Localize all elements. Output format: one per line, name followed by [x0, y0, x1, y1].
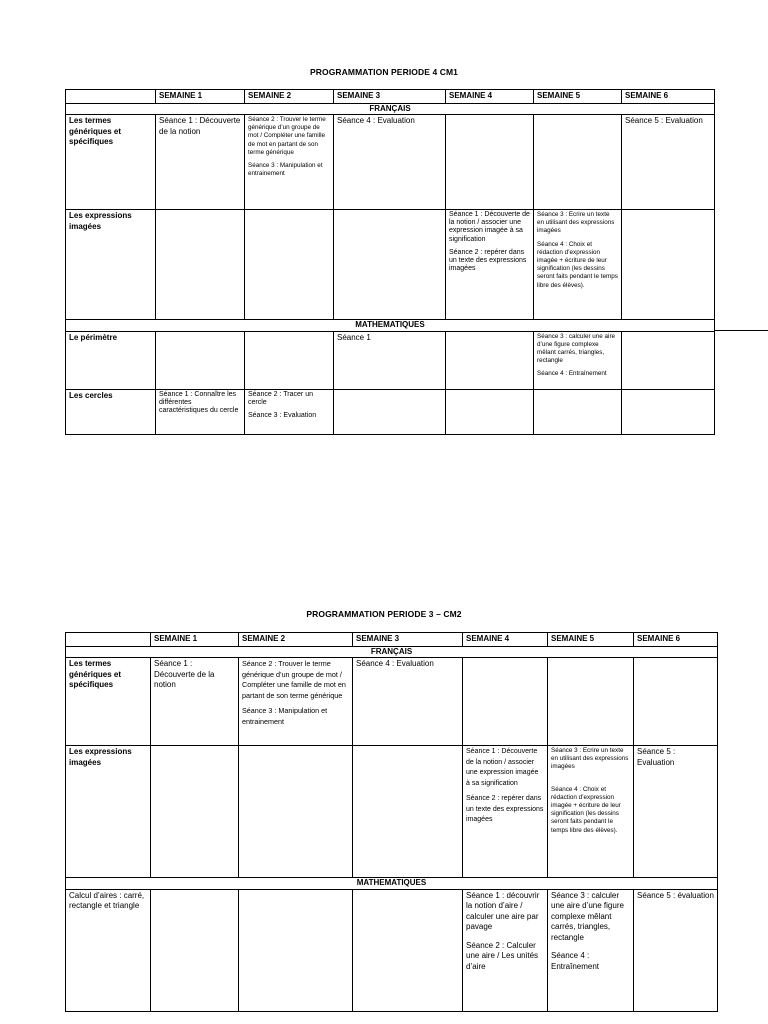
- doc1-header-week2: SEMAINE 2: [245, 90, 334, 104]
- doc1-row-cercles-w1: Séance 1 : Connaître les différentes caractéristiques du cercle: [156, 389, 245, 434]
- doc1-row-perimetre-head: Le périmètre: [66, 331, 156, 389]
- doc1-row-cercles-w3: [334, 389, 446, 434]
- doc2-row-expressions-w2: [239, 746, 353, 878]
- doc1-row-cercles-w4: [446, 389, 534, 434]
- doc2-row-termes-w3: Séance 4 : Evaluation: [353, 658, 463, 746]
- doc1-row-cercles-w5: [534, 389, 622, 434]
- doc1-row-expressions-w2: [245, 210, 334, 320]
- doc2-row-termes: [66, 658, 718, 746]
- doc2-row-aires-w5-seance3: Séance 3 : calculer une aire d’une figure complexe mêlant carrés, triangles, rectangle: [551, 890, 624, 942]
- doc1-row-expressions-w5: [534, 210, 622, 320]
- doc1-row-termes-w2-seance3: Séance 3 : Manipulation et entrainement: [248, 162, 323, 178]
- doc2-row-aires-w1: [151, 889, 239, 1011]
- doc1-row-termes: [66, 115, 715, 210]
- doc2-row-aires-w2: [239, 889, 353, 1011]
- doc1-row-expressions-head: Les expressions imagées: [66, 210, 156, 320]
- doc2-row-aires: [66, 889, 718, 1011]
- doc1-header-row: [66, 90, 715, 104]
- doc1-row-expressions-w5-seance3: Séance 3 : Ecrire un texte en utilisant des expressions imagées: [537, 211, 615, 235]
- doc2-section-math: MATHEMATIQUES: [66, 878, 718, 890]
- doc2-header-week3: SEMAINE 3: [353, 633, 463, 647]
- doc1-row-termes-w4: [446, 115, 534, 210]
- doc1-row-termes-w5: [534, 115, 622, 210]
- doc2-row-expressions-w5-seance3: Séance 3 : Ecrire un texte en utilisant des expressions imagées: [551, 747, 629, 771]
- doc1-row-expressions-w1: [156, 210, 245, 320]
- doc1-header-week5: SEMAINE 5: [534, 90, 622, 104]
- doc1-row-expressions-w6: [622, 210, 715, 320]
- doc1-header-week1: SEMAINE 1: [156, 90, 245, 104]
- doc2-row-expressions: [66, 746, 718, 878]
- doc1-row-perimetre-w3: Séance 1: [334, 331, 446, 389]
- doc1-row-expressions-w4: [446, 210, 534, 320]
- doc2-row-aires-w4-seance2: Séance 2 : Calculer une aire / Les unités d’aire: [466, 940, 539, 971]
- doc1-row-perimetre-w5: [534, 331, 622, 389]
- doc1-row-cercles-w6: [622, 389, 715, 434]
- doc2-row-termes-w1: Séance 1 : Découverte de la notion: [151, 658, 239, 746]
- doc1-header-week6: SEMAINE 6: [622, 90, 715, 104]
- doc1-row-termes-head: Les termes génériques et spécifiques: [66, 115, 156, 210]
- doc1-title: PROGRAMMATION PERIODE 4 CM1: [310, 67, 458, 77]
- doc1-row-termes-w1: Séance 1 : Découverte de la notion: [156, 115, 245, 210]
- doc1-section-francais: FRANÇAIS: [66, 103, 715, 115]
- doc1-section-math: MATHEMATIQUES: [66, 320, 715, 332]
- doc2-row-expressions-w5-seance4: Séance 4 : Choix et rédaction d’expression imagée + écriture de leur signification (les dessins seront faits pendant le temps libre des élèves).: [551, 785, 621, 834]
- doc1-row-expressions: [66, 210, 715, 320]
- doc2-row-aires-w4-seance1: Séance 1 : découvrir la notion d’aire / calculer une aire par pavage: [466, 890, 540, 931]
- doc1-row-perimetre-w2: [245, 331, 334, 389]
- doc2-row-expressions-w4: [463, 746, 548, 878]
- doc2-section-francais: FRANÇAIS: [66, 646, 718, 658]
- doc2-header-week4: SEMAINE 4: [463, 633, 548, 647]
- doc1-row-perimetre-w6: [622, 331, 715, 389]
- doc1-row-cercles: [66, 389, 715, 434]
- doc2-row-expressions-w6: Séance 5 : Evaluation: [634, 746, 718, 878]
- doc1-row-termes-w3: Séance 4 : Evaluation: [334, 115, 446, 210]
- doc1-row-cercles-head: Les cercles: [66, 389, 156, 434]
- doc2-row-termes-w6: [634, 658, 718, 746]
- doc2-title: PROGRAMMATION PERIODE 3 – CM2: [306, 609, 462, 619]
- doc2-row-termes-w5: [548, 658, 634, 746]
- doc2-row-expressions-w5: [548, 746, 634, 878]
- doc1-row-cercles-w2: [245, 389, 334, 434]
- doc2-row-termes-w2-seance3: Séance 3 : Manipulation et entrainement: [242, 706, 328, 726]
- doc2-header-week6: SEMAINE 6: [634, 633, 718, 647]
- doc2-header-week5: SEMAINE 5: [548, 633, 634, 647]
- doc2-row-aires-w4: [463, 889, 548, 1011]
- doc2-row-expressions-w4-seance1: Séance 1 : Découverte de la notion / associer une expression imagée à sa signification: [466, 748, 539, 787]
- doc2-row-aires-w3: [353, 889, 463, 1011]
- doc1-row-perimetre-w5-seance4: Séance 4 : Entraînement: [537, 370, 607, 378]
- doc2-row-expressions-w3: [353, 746, 463, 878]
- doc1-row-termes-w6: Séance 5 : Evaluation: [622, 115, 715, 210]
- doc2-row-expressions-w4-seance2: Séance 2 : repérer dans un texte des expressions imagées: [466, 795, 544, 823]
- doc1-row-perimetre-w4: [446, 331, 534, 389]
- doc2-row-aires-w6: Séance 5 : évaluation: [634, 889, 718, 1011]
- doc2-row-termes-w2-seance2: Séance 2 : Trouver le terme générique d’un groupe de mot / Compléter une famille de mot en partant de son terme générique: [242, 659, 346, 700]
- doc1-header-week4: SEMAINE 4: [446, 90, 534, 104]
- doc1-header-week3: SEMAINE 3: [334, 90, 446, 104]
- doc1-row-expressions-w5-seance4: Séance 4 : Choix et rédaction d’expression imagée + écriture de leur signification (les dessins seront faits pendant le temps libre des élèves).: [537, 240, 618, 289]
- doc2-header-row: [66, 633, 718, 647]
- doc2-header-week2: SEMAINE 2: [239, 633, 353, 647]
- doc2-row-termes-head: Les termes génériques et spécifiques: [66, 658, 151, 746]
- doc2-table: [65, 632, 718, 1012]
- doc2-row-aires-head: Calcul d’aires : carré, rectangle et triangle: [66, 889, 151, 1011]
- doc2-row-aires-w5-seance4: Séance 4 : Entraînement: [551, 951, 600, 971]
- doc2-row-aires-w5: [548, 889, 634, 1011]
- doc1-row-termes-w2-seance2: Séance 2 : Trouver le terme générique d’un groupe de mot / Compléter une famille de mot en partant de son terme générique: [248, 116, 326, 156]
- doc1-table: [65, 89, 715, 435]
- doc1-header-corner: [66, 90, 156, 104]
- doc1-row-termes-w2: [245, 115, 334, 210]
- doc1-row-cercles-w2-seance2: Séance 2 : Tracer un cercle: [248, 390, 313, 406]
- doc1-row-perimetre-w5-seance3: Séance 3 : calculer une aire d’une figure complexe mêlant carrés, triangles, rectangle: [537, 332, 616, 365]
- doc2-row-expressions-head: Les expressions imagées: [66, 746, 151, 878]
- doc1-row-perimetre-w1: [156, 331, 245, 389]
- doc1-row-perimetre: [66, 331, 715, 389]
- doc2-header-corner: [66, 633, 151, 647]
- doc2-row-expressions-w1: [151, 746, 239, 878]
- doc2-row-termes-w4: [463, 658, 548, 746]
- doc2-row-termes-w2: [239, 658, 353, 746]
- table-extension-line: [714, 330, 768, 331]
- doc1-row-expressions-w4-seance2: Séance 2 : repérer dans un texte des expressions imagées: [449, 248, 527, 273]
- doc1-row-expressions-w4-seance1: Séance 1 : Découverte de la notion / associer une expression imagée à sa signification: [449, 211, 530, 243]
- doc2-header-week1: SEMAINE 1: [151, 633, 239, 647]
- doc1-row-expressions-w3: [334, 210, 446, 320]
- doc1-row-cercles-w2-seance3: Séance 3 : Evaluation: [248, 411, 317, 419]
